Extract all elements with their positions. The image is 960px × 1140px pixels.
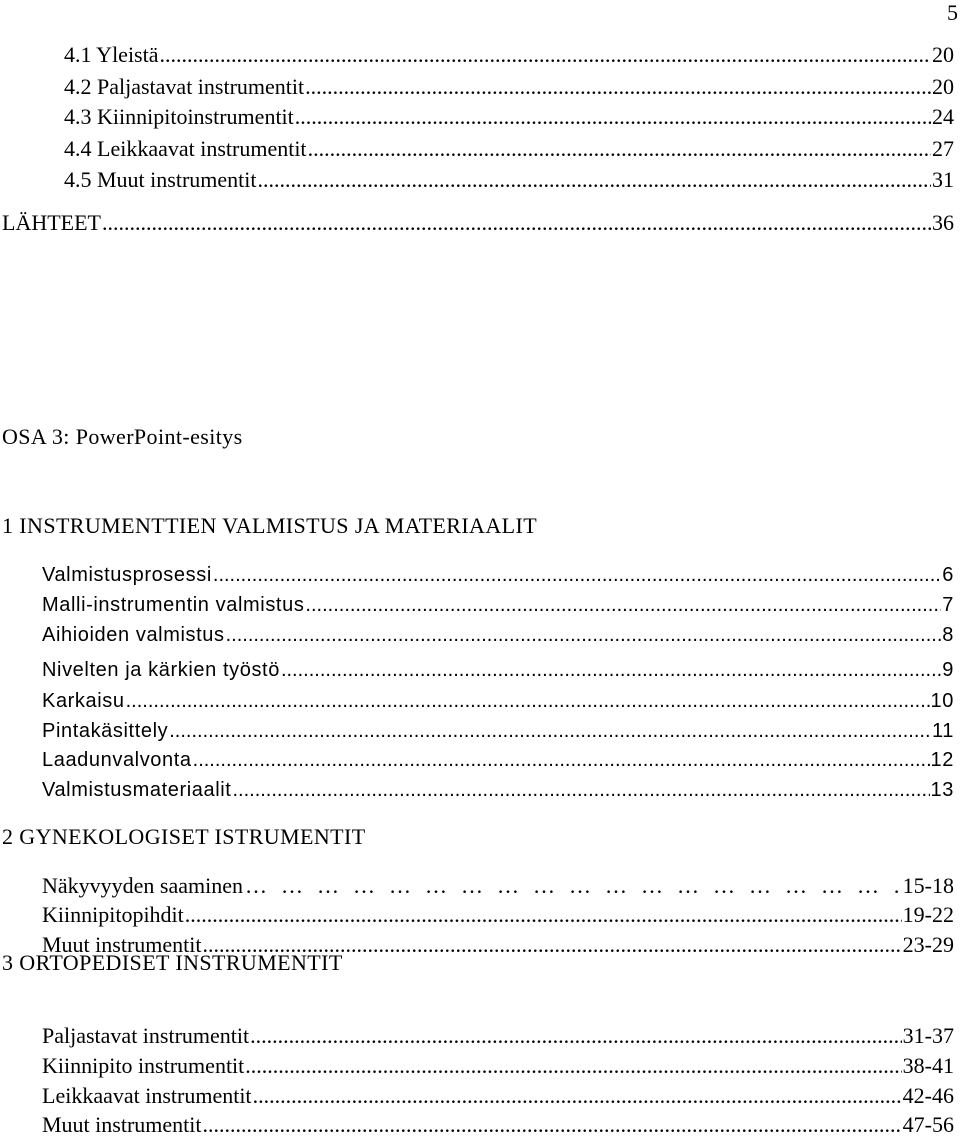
toc-entry-lahteet[interactable] (2, 210, 954, 236)
section-heading: 3 ORTOPEDISET INSTRUMENTIT (2, 950, 343, 975)
dot-leader (213, 562, 941, 588)
toc-entry-page: 38-41 (902, 1053, 954, 1078)
toc-entry[interactable] (64, 104, 954, 130)
toc-entry[interactable] (42, 562, 954, 588)
dot-leader (258, 167, 932, 193)
toc-entry-page: 42-46 (902, 1083, 954, 1108)
toc-entry-label: Muut instrumentit (42, 932, 202, 957)
toc-entry-page: 31-37 (902, 1023, 954, 1048)
toc-entry[interactable] (64, 136, 954, 162)
toc-entry-label: Karkaisu (42, 690, 125, 712)
toc-entry-page: 12 (930, 749, 954, 771)
toc-entry[interactable] (42, 688, 954, 714)
toc-entry[interactable] (42, 747, 954, 773)
dot-leader (203, 1112, 902, 1138)
dot-leader (245, 873, 901, 899)
toc-entry-page: 24 (932, 104, 954, 129)
toc-entry-label: 4.4 Leikkaavat instrumentit (64, 136, 307, 161)
toc-entry-label: Nivelten ja kärkien työstö (42, 659, 280, 681)
toc-entry-page: 31 (932, 167, 954, 192)
toc-entry-label: Muut instrumentit (42, 1112, 202, 1137)
toc-entry-page: 23-29 (902, 932, 954, 957)
toc-entry-label: 4.2 Paljastavat instrumentit (64, 74, 305, 99)
page-number: 5 (947, 0, 958, 25)
toc-entry[interactable] (42, 777, 954, 803)
dot-leader (169, 718, 931, 744)
toc-entry-page: 13 (930, 779, 954, 801)
toc-entry[interactable] (42, 1023, 954, 1049)
toc-entry-label: 4.5 Muut instrumentit (64, 167, 257, 192)
toc-entry-page: 8 (942, 624, 954, 646)
dot-leader (295, 104, 931, 130)
toc-entry-page: 19-22 (902, 902, 954, 927)
toc-entry-page: 20 (932, 74, 954, 99)
toc-entry[interactable] (42, 657, 954, 683)
dot-leader (160, 42, 932, 68)
toc-entry-label: 4.1 Yleistä (64, 42, 159, 67)
toc-entry[interactable] (42, 718, 954, 744)
toc-entry[interactable] (42, 873, 954, 899)
toc-entry-page: 7 (942, 594, 954, 616)
toc-entry-label: Valmistusprosessi (42, 564, 212, 586)
section-heading: 1 INSTRUMENTTIEN VALMISTUS JA MATERIAALIT (2, 513, 538, 538)
toc-entry-label: Pintakäsittely (42, 720, 169, 742)
dot-leader (232, 777, 929, 803)
dot-leader (126, 688, 930, 714)
dot-leader (245, 1053, 901, 1079)
toc-entry-label: LÄHTEET (2, 210, 101, 235)
toc-entry[interactable] (42, 592, 954, 618)
dot-leader (305, 592, 941, 618)
toc-entry[interactable] (42, 1053, 954, 1079)
dot-leader (308, 136, 931, 162)
toc-entry-page: 47-56 (902, 1112, 954, 1137)
toc-entry[interactable] (42, 1112, 954, 1138)
toc-entry-page: 15-18 (902, 873, 954, 898)
toc-entry-page: 9 (942, 659, 954, 681)
toc-entry-page: 10 (930, 690, 954, 712)
toc-entry-label: Paljastavat instrumentit (42, 1023, 250, 1048)
toc-entry-page: 27 (932, 136, 954, 161)
section-heading: 2 GYNEKOLOGISET ISTRUMENTIT (2, 824, 366, 849)
toc-entry-label: Näkyvyyden saaminen (42, 873, 243, 898)
dot-leader (250, 1023, 902, 1049)
toc-entry[interactable] (64, 42, 954, 68)
dot-leader (193, 747, 930, 773)
dot-leader (253, 1083, 902, 1109)
toc-entry-label: Valmistusmateriaalit (42, 779, 232, 801)
dot-leader (226, 622, 942, 648)
toc-entry-page: 6 (942, 564, 954, 586)
toc-entry-label: 4.3 Kiinnipitoinstrumentit (64, 104, 294, 129)
toc-entry[interactable] (42, 902, 954, 928)
dot-leader (305, 74, 931, 100)
dot-leader (185, 902, 902, 928)
part-heading: OSA 3: PowerPoint-esitys (2, 424, 243, 449)
toc-entry-page: 36 (932, 210, 954, 235)
toc-entry-label: Leikkaavat instrumentit (42, 1083, 252, 1108)
toc-entry-page: 20 (932, 42, 954, 67)
toc-entry-label: Aihioiden valmistus (42, 624, 225, 646)
toc-entry-page: 11 (932, 720, 954, 742)
toc-entry[interactable] (64, 167, 954, 193)
toc-entry[interactable] (42, 1083, 954, 1109)
dot-leader (102, 210, 931, 236)
toc-entry-label: Malli-instrumentin valmistus (42, 594, 305, 616)
toc-entry-label: Kiinnipitopihdit (42, 902, 184, 927)
toc-entry-label: Laadunvalvonta (42, 749, 192, 771)
dot-leader (281, 657, 941, 683)
toc-entry-label: Kiinnipito instrumentit (42, 1053, 245, 1078)
toc-entry[interactable] (42, 622, 954, 648)
toc-entry[interactable] (64, 74, 954, 100)
